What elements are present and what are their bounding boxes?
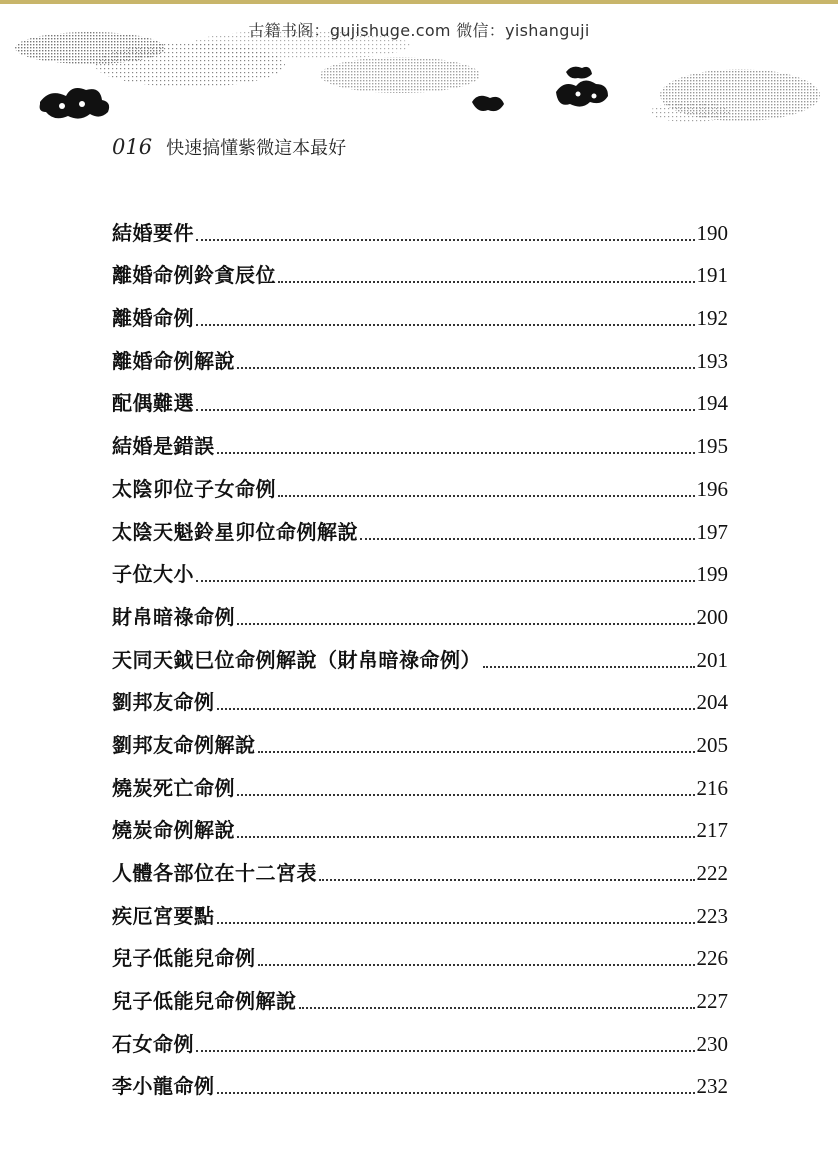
- dot-leader: [237, 623, 695, 625]
- dot-leader: [360, 538, 695, 540]
- dot-leader: [237, 836, 695, 838]
- toc-entry: [112, 502, 728, 545]
- toc-entry-page: 227: [696, 989, 728, 1014]
- dot-leader: [483, 666, 695, 668]
- toc-entry-title: 離婚命例: [112, 306, 194, 331]
- toc-entry: [112, 246, 728, 289]
- cloud-icon-right: [556, 67, 608, 107]
- toc-entry: [112, 545, 728, 588]
- toc-entry-title: 太陰天魁鈴星卯位命例解說: [112, 519, 358, 544]
- dot-leader: [196, 239, 695, 241]
- toc-entry-page: 217: [696, 818, 728, 843]
- toc-entry-page: 199: [696, 562, 728, 587]
- toc-entry-page: 195: [696, 434, 728, 459]
- top-border: [0, 0, 838, 4]
- toc-entry-title: 疾厄宮要點: [112, 903, 215, 928]
- dot-leader: [217, 452, 695, 454]
- toc-entry-page: 196: [696, 476, 728, 501]
- toc-entry-page: 193: [696, 348, 728, 373]
- dot-leader: [278, 495, 695, 497]
- toc-entry: [112, 203, 728, 246]
- toc-entry-title: 財帛暗祿命例: [112, 604, 235, 629]
- cloud-icon-center: [472, 96, 504, 111]
- toc-entry-page: 190: [696, 220, 728, 245]
- toc-entry-title: 燒炭死亡命例: [112, 775, 235, 800]
- toc-entry-page: 201: [696, 647, 728, 672]
- toc-entry: [112, 929, 728, 972]
- toc-entry-page: 222: [696, 861, 728, 885]
- dot-leader: [196, 324, 695, 326]
- toc-entry: [112, 715, 728, 758]
- toc-entry-title: 劉邦友命例: [112, 690, 215, 715]
- dot-leader: [196, 409, 695, 411]
- toc-entry-title: 人體各部位在十二宮表: [112, 861, 317, 885]
- running-header: [112, 134, 346, 160]
- toc-entry: [112, 416, 728, 459]
- watermark-text: 古籍书阁：gujishuge.com 微信：yishanguji: [248, 21, 590, 40]
- toc-entry-page: 204: [696, 690, 728, 715]
- toc-entry-title: 離婚命例鈴貪辰位: [112, 263, 276, 288]
- toc-entry: [112, 843, 728, 886]
- dot-leader: [217, 1092, 695, 1094]
- toc-entry-title: 配偶難選: [112, 391, 194, 416]
- dot-leader: [196, 580, 695, 582]
- book-title: 快速搞懂紫微這本最好: [166, 138, 347, 159]
- toc-entry-title: 子位大小: [112, 562, 194, 587]
- dot-leader: [237, 794, 695, 796]
- dot-leader: [299, 1007, 695, 1009]
- dot-leader: [237, 367, 695, 369]
- halftone-cloud-right: [650, 69, 820, 122]
- toc-entry-page: 232: [696, 1074, 728, 1099]
- toc-entry: [112, 971, 728, 1014]
- toc-entry-title: 劉邦友命例解說: [112, 732, 256, 757]
- dot-leader: [258, 964, 695, 966]
- toc-entry-title: 石女命例: [112, 1031, 194, 1056]
- dot-leader: [319, 879, 695, 881]
- toc-entry-page: 197: [696, 519, 728, 544]
- toc-entry-title: 兒子低能兒命例: [112, 946, 256, 971]
- toc-entry: [112, 630, 728, 673]
- dot-leader: [217, 922, 695, 924]
- dot-leader: [196, 1050, 695, 1052]
- dot-leader: [217, 708, 695, 710]
- toc-entry-page: 216: [696, 775, 728, 800]
- dot-leader: [258, 751, 695, 753]
- cloud-icon-left: [40, 88, 110, 119]
- toc-entry-title: 燒炭命例解說: [112, 818, 235, 843]
- toc-entry-title: 結婚要件: [112, 220, 194, 245]
- toc-entry: [112, 801, 728, 844]
- toc-entry: [112, 331, 728, 374]
- toc-entry-page: 226: [696, 946, 728, 971]
- toc-entry-title: 李小龍命例: [112, 1074, 215, 1099]
- toc-entry-page: 230: [696, 1031, 728, 1056]
- toc-entry: [112, 758, 728, 801]
- toc-entry: [112, 1057, 728, 1100]
- toc-entry-title: 離婚命例解說: [112, 348, 235, 373]
- toc-entry: [112, 459, 728, 502]
- toc-entry-page: 205: [696, 732, 728, 757]
- toc-entry: [112, 886, 728, 929]
- toc-entry-title: 天同天鉞巳位命例解說（財帛暗祿命例）: [112, 647, 481, 672]
- toc-entry: [112, 587, 728, 630]
- toc-entry: [112, 374, 728, 417]
- toc-entry-page: 191: [696, 263, 728, 288]
- toc-entry-page: 200: [696, 604, 728, 629]
- toc-entry-title: 結婚是錯誤: [112, 434, 215, 459]
- toc-entry: [112, 1014, 728, 1057]
- toc-entry-page: 223: [696, 903, 728, 928]
- toc-entry-title: 兒子低能兒命例解說: [112, 989, 297, 1014]
- toc-entry: [112, 288, 728, 331]
- toc-entry-page: 194: [696, 391, 728, 416]
- toc-entry-title: 太陰卯位子女命例: [112, 476, 276, 501]
- dot-leader: [278, 281, 695, 283]
- toc-entry: [112, 673, 728, 716]
- page-number: 016: [112, 135, 153, 159]
- toc-entry-page: 192: [696, 306, 728, 331]
- table-of-contents: [112, 203, 728, 1099]
